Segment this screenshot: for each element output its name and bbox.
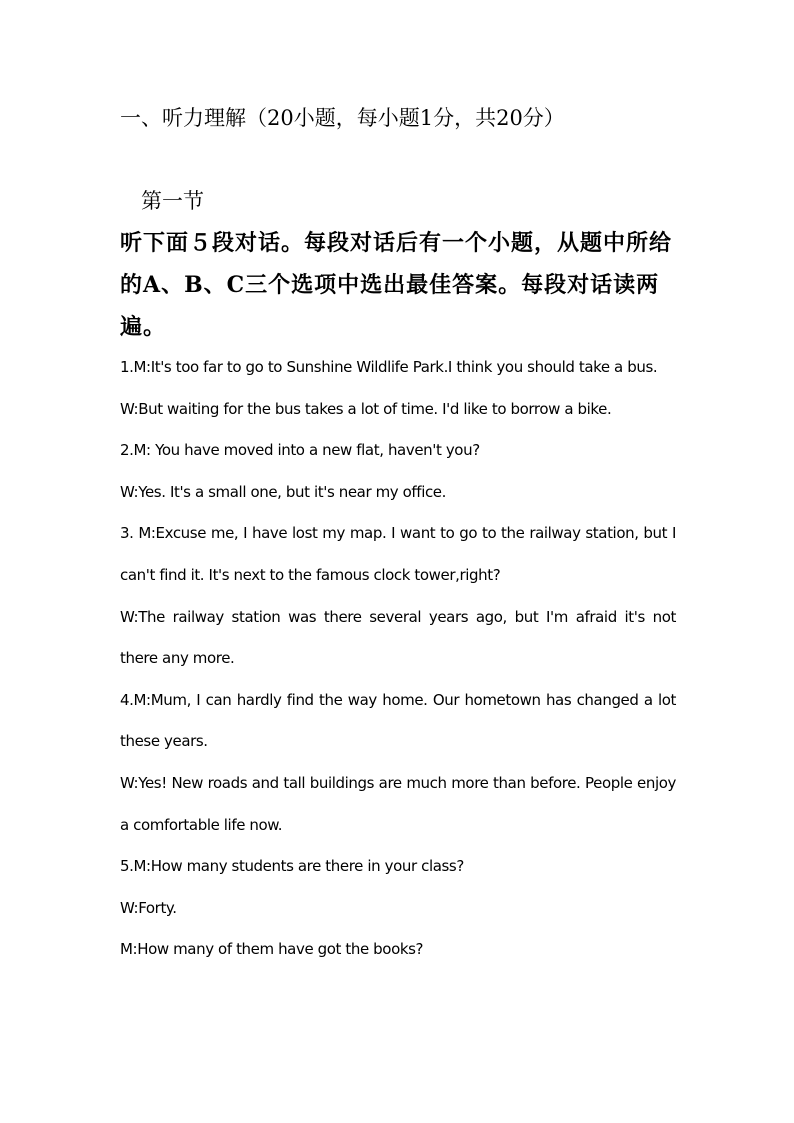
dialogue-line: W:The railway station was there several years ago, but I'm afraid it's not there any more.	[120, 607, 676, 668]
dialogue-line: W:But waiting for the bus takes a lot of time. I'd like to borrow a bike.	[120, 399, 612, 418]
dialogue-transcript	[120, 347, 676, 971]
dialogue-line: 2.M: You have moved into a new flat, haven't you?	[120, 441, 480, 460]
dialogue-line: W:Yes. It's a small one, but it's near my office.	[120, 482, 447, 501]
dialogue-line: M:How many of them have got the books?	[120, 940, 424, 959]
dialogue-line: 5.M:How many students are there in your class?	[120, 857, 464, 876]
dialogue-line: W:Yes! New roads and tall buildings are much more than before. People enjoy a comfortable life now.	[120, 773, 676, 834]
section-label: 第一节	[141, 189, 204, 213]
dialogue-line: W:Forty.	[120, 898, 177, 917]
listening-instructions: 听下面５段对话。每段对话后有一个小题，从题中所给的A、B、C三个选项中选出最佳答案。每段对话读两遍。	[120, 230, 673, 340]
dialogue-line: 1.M:It's too far to go to Sunshine Wildlife Park.I think you should take a bus.	[120, 358, 658, 376]
part-heading: 一、听力理解（20小题，每小题1分，共20分）	[120, 106, 565, 130]
dialogue-line: 3. M:Excuse me, I have lost my map. I want to go to the railway station, but I can't find it. It's next to the famous clock tower,right?	[120, 524, 676, 584]
dialogue-line: 4.M:Mum, I can hardly find the way home. Our hometown has changed a lot these years.	[120, 690, 676, 751]
